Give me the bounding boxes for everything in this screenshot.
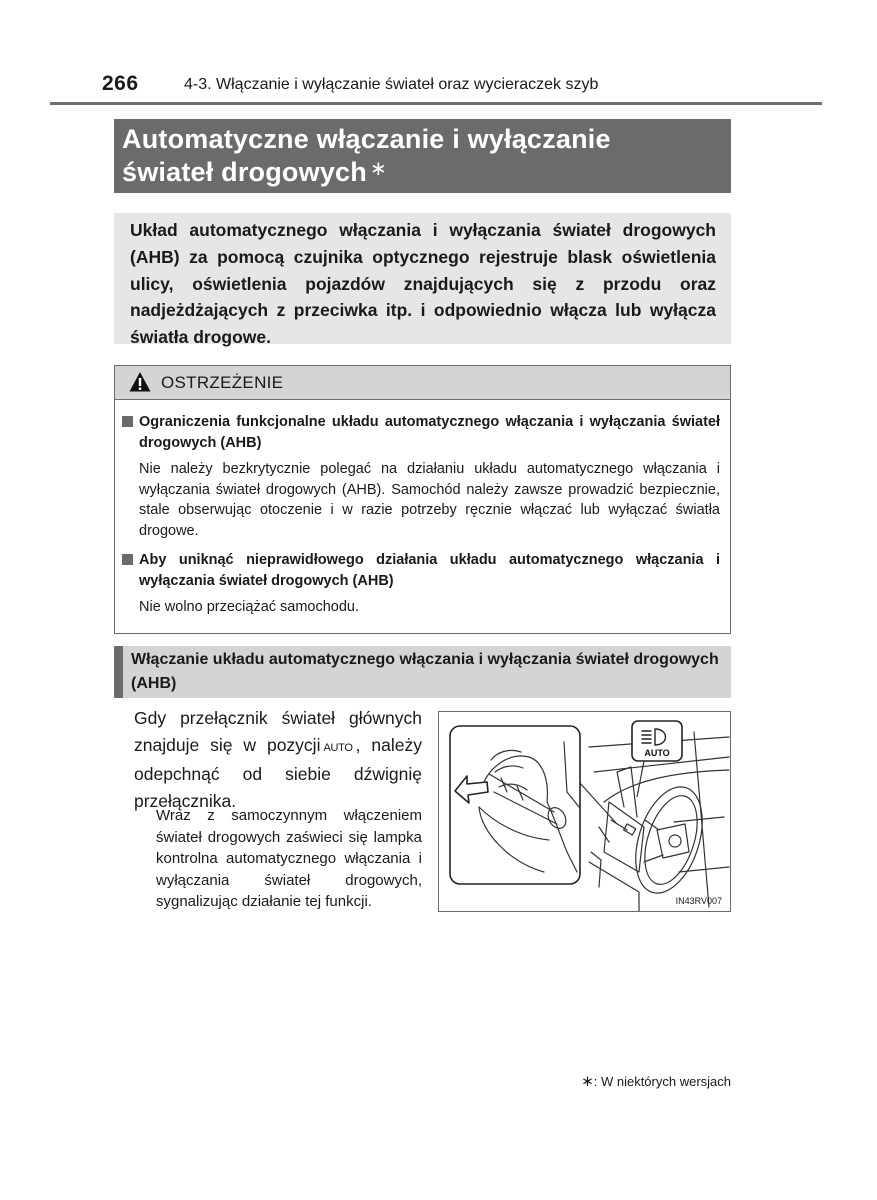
- page-number: 266: [102, 72, 139, 95]
- page-title: [114, 119, 731, 193]
- title-footnote-marker: ∗: [369, 158, 387, 180]
- auto-position-symbol: AUTO: [323, 741, 353, 754]
- warning-item-2: [122, 550, 720, 618]
- square-bullet-icon: [122, 554, 133, 565]
- section-body: [134, 705, 422, 814]
- warning-item-2-heading: Aby uniknąć nieprawidłowego działania układu automatycznego włączania i wyłączania świateł drogowych (AHB): [139, 552, 720, 589]
- page-title-line-2: [122, 156, 723, 189]
- warning-triangle-icon: [129, 371, 151, 393]
- section-heading: Włączanie układu automatycznego włączania i wyłączania świateł drogowych (AHB): [114, 646, 731, 698]
- warning-box: [114, 365, 731, 634]
- section-note: Wraz z samoczynnym włączeniem świateł drogowych zaświeci się lampka kontrolna automatycznego włączania i wyłączania świateł drogowych, sygnalizując działanie tej funkcji.: [156, 807, 422, 911]
- section-body-end: , należy odepchnąć od siebie dźwignię przełącznika.: [134, 734, 422, 811]
- page-title-line-2-text: świateł drogowych: [122, 157, 367, 187]
- warning-title: OSTRZEŻENIE: [161, 373, 284, 392]
- running-header: 4-3. Włączanie i wyłączanie świateł oraz wycieraczek szyb: [184, 76, 599, 93]
- intro-paragraph: Układ automatycznego włączania i wyłączania świateł drogowych (AHB) za pomocą czujnika optycznego rejestruje blask oświetlenia ulicy, oświetlenia pojazdów znajdujących się z przodu oraz nadjeżdżających z przeciwka itp. i odpowiednio włącza lub wyłącza światła drogowe.: [114, 213, 731, 344]
- footnote-text: : W niektórych wersjach: [593, 1074, 731, 1089]
- illustration-lever-operation: [438, 711, 731, 912]
- footnote-marker: ∗: [581, 1073, 594, 1090]
- figure-code: IN43RV007: [675, 896, 722, 906]
- illustration-drawing: [439, 712, 731, 912]
- warning-header: [115, 366, 730, 400]
- section-body-start: Gdy przełącznik świateł głównych znajduje się w pozycji: [134, 708, 422, 755]
- indicator-auto-label: AUTO: [644, 748, 670, 758]
- warning-item-1-body: Nie należy bezkrytycznie polegać na działaniu układu automatycznego włączania i wyłączania świateł drogowych (AHB). Samochód należy zawsze prowadzić bezpiecznie, stale obserwując otoczenie i w razie potrzeby ręcznie włączać lub wyłączać światła drogowe.: [139, 461, 720, 539]
- page-title-line-1: Automatyczne włączanie i wyłączanie: [122, 124, 611, 154]
- warning-item-1: [122, 412, 720, 541]
- warning-item-1-heading: Ograniczenia funkcjonalne układu automatycznego włączania i wyłączania świateł drogowych (AHB): [139, 414, 720, 451]
- header-rule: [50, 102, 822, 105]
- footnote: [581, 1072, 731, 1090]
- warning-item-2-body: Nie wolno przeciążać samochodu.: [139, 599, 360, 615]
- square-bullet-icon: [122, 416, 133, 427]
